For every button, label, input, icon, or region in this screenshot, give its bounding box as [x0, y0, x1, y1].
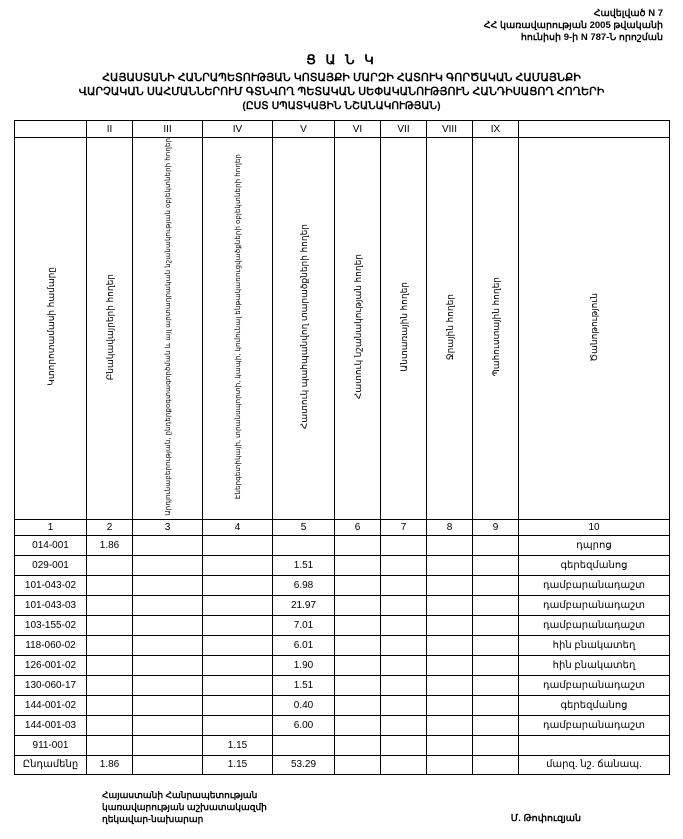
cell-note: դամբարանադաշտ [519, 595, 670, 615]
cell-reserve [473, 655, 519, 675]
group-header-cell-9: IX [473, 121, 519, 138]
cell-forest [381, 715, 427, 735]
total-special [335, 755, 381, 774]
cell-parcel-number: 118-060-02 [15, 635, 87, 655]
cell-settlement [87, 735, 133, 755]
cell-settlement [87, 675, 133, 695]
cell-parcel-number: 130-060-17 [15, 675, 87, 695]
table-row [15, 635, 670, 655]
cell-energy [203, 615, 273, 635]
column-number-4: 4 [203, 519, 273, 535]
title-line-2: ՎԱՐՉԱԿԱՆ ՍԱՀՄԱՆՆԵՐՈՒՄ ԳՏՆՎՈՂ ՊԵՏԱԿԱՆ ՍԵՓԱԿԱՆՈՒԹՅՈՒՆ ՀԱՆԴԻՍԱՑՈՂ ՀՈՂԵՐԻ [78, 86, 605, 98]
cell-water [427, 575, 473, 595]
column-header-water-lands [427, 138, 473, 520]
cell-forest [381, 695, 427, 715]
cell-protected: 6.98 [273, 575, 335, 595]
cell-forest [381, 535, 427, 555]
cell-reserve [473, 715, 519, 735]
cell-protected: 21.97 [273, 595, 335, 615]
cell-special [335, 595, 381, 615]
group-header-cell-10 [519, 121, 670, 138]
cell-note: դամբարանադաշտ [519, 675, 670, 695]
table-row [15, 735, 670, 755]
cell-note [519, 735, 670, 755]
cell-parcel-number: 029-001 [15, 555, 87, 575]
cell-reserve [473, 635, 519, 655]
cell-energy: 1.15 [203, 735, 273, 755]
cell-note: դամբարանադաշտ [519, 575, 670, 595]
cell-parcel-number: 101-043-02 [15, 575, 87, 595]
column-number-5: 5 [273, 519, 335, 535]
table-row [15, 535, 670, 555]
cell-protected [273, 735, 335, 755]
cell-reserve [473, 675, 519, 695]
cell-water [427, 535, 473, 555]
cell-energy [203, 595, 273, 615]
cell-note: դամբարանադաշտ [519, 615, 670, 635]
title-line-1: ՀԱՅԱՍՏԱՆԻ ՀԱՆՐԱՊԵՏՈՒԹՅԱՆ ԿՈՏԱՅՔԻ ՄԱՐԶԻ ՀԱՏՈՒԿ ԳՈՐԾԱԿԱՆ ՀԱՄԱՅՆՔԻ [102, 72, 581, 84]
column-header-settlement-lands [87, 138, 133, 520]
cell-reserve [473, 535, 519, 555]
cell-special [335, 675, 381, 695]
column-header-special-purpose-lands [335, 138, 381, 520]
cell-settlement [87, 555, 133, 575]
signatory-title-line-3: ղեկավար-նախարար [102, 813, 204, 824]
cell-water [427, 555, 473, 575]
cell-parcel-number: 014-001 [15, 535, 87, 555]
signatory-title-line-2: կառավարության աշխատակազմի [102, 801, 267, 812]
cell-water [427, 715, 473, 735]
group-header-cell-6: VI [335, 121, 381, 138]
cell-water [427, 735, 473, 755]
cell-forest [381, 675, 427, 695]
appendix-line-2: ՀՀ կառավարության 2005 թվականի [483, 20, 663, 31]
total-label: Ընդամենը [15, 755, 87, 774]
cell-note: հին բնակատեղ [519, 635, 670, 655]
cell-forest [381, 635, 427, 655]
cell-settlement [87, 655, 133, 675]
cell-note: գերեզմանոց [519, 555, 670, 575]
cell-special [335, 535, 381, 555]
total-protected: 53.29 [273, 755, 335, 774]
cell-reserve [473, 555, 519, 575]
column-number-8: 8 [427, 519, 473, 535]
column-header-forest-lands-label: Անտառային հողեր [398, 282, 409, 372]
column-header-parcel-number-label: Կտորոտամասի համարը [45, 267, 56, 387]
cell-protected [273, 535, 335, 555]
column-header-forest-lands [381, 138, 427, 520]
cell-water [427, 675, 473, 695]
cell-forest [381, 655, 427, 675]
group-header-cell-2: II [87, 121, 133, 138]
cell-special [335, 735, 381, 755]
cell-protected: 1.51 [273, 555, 335, 575]
column-number-2: 2 [87, 519, 133, 535]
cell-note: դպրոց [519, 535, 670, 555]
group-header-cell-4: IV [203, 121, 273, 138]
total-settlement: 1.86 [87, 755, 133, 774]
cell-water [427, 635, 473, 655]
cell-protected: 1.90 [273, 655, 335, 675]
table-row [15, 595, 670, 615]
cell-settlement [87, 695, 133, 715]
table-row [15, 675, 670, 695]
cell-special [335, 655, 381, 675]
document-title [14, 52, 669, 113]
column-number-7: 7 [381, 519, 427, 535]
cell-forest [381, 615, 427, 635]
cell-energy [203, 635, 273, 655]
cell-energy [203, 555, 273, 575]
table-row [15, 695, 670, 715]
cell-reserve [473, 695, 519, 715]
total-industry [133, 755, 203, 774]
cell-settlement: 1.86 [87, 535, 133, 555]
column-header-industry-lands-label: Արդյունաբերության, ընդերքօգտագործման և այլ արտադրական նշանակության օբյեկտների հողեր [162, 138, 172, 516]
column-header-reserve-lands-label: Պահուստային հողեր [490, 277, 501, 377]
cell-note: գերեզմանոց [519, 695, 670, 715]
column-header-protected-areas-lands [273, 138, 335, 520]
table-total-row [15, 755, 670, 774]
cell-reserve [473, 595, 519, 615]
cell-settlement [87, 635, 133, 655]
cell-industry [133, 735, 203, 755]
cell-industry [133, 575, 203, 595]
cell-note: հին բնակատեղ [519, 655, 670, 675]
cell-protected: 6.01 [273, 635, 335, 655]
cell-energy [203, 695, 273, 715]
cell-industry [133, 555, 203, 575]
cell-protected: 1.51 [273, 675, 335, 695]
cell-energy [203, 715, 273, 735]
column-number-6: 6 [335, 519, 381, 535]
cell-parcel-number: 103-155-02 [15, 615, 87, 635]
cell-energy [203, 655, 273, 675]
group-header-cell-3: III [133, 121, 203, 138]
signatory-title [102, 789, 267, 825]
cell-water [427, 615, 473, 635]
cell-reserve [473, 615, 519, 635]
cell-industry [133, 635, 203, 655]
column-number-3: 3 [133, 519, 203, 535]
cell-industry [133, 715, 203, 735]
column-header-notes-label: Ծանոթություն [589, 292, 599, 362]
cell-protected: 6.00 [273, 715, 335, 735]
cell-settlement [87, 595, 133, 615]
cell-settlement [87, 575, 133, 595]
table-row [15, 655, 670, 675]
cell-special [335, 715, 381, 735]
cell-parcel-number: 144-001-03 [15, 715, 87, 735]
table-row [15, 615, 670, 635]
cell-settlement [87, 615, 133, 635]
cell-forest [381, 735, 427, 755]
column-header-special-purpose-lands-label: Հատուկ նշանակության հողեր [352, 254, 363, 400]
table-header-row [15, 138, 670, 520]
title-tank: Ց Ա Ն Կ [306, 52, 377, 67]
table-group-header-row [15, 121, 670, 138]
column-header-energy-transport-lands [203, 138, 273, 520]
table-column-number-row [15, 519, 670, 535]
cell-special [335, 695, 381, 715]
cell-note: դամբարանադաշտ [519, 715, 670, 735]
cell-water [427, 695, 473, 715]
cell-industry [133, 695, 203, 715]
cell-industry [133, 615, 203, 635]
title-line-3: (ԸՍՏ ՍՊԱՏԿԱՅԻՆ ՆՇԱՆԱԿՈՒԹՅԱՆ) [242, 100, 441, 112]
table-row [15, 575, 670, 595]
cell-industry [133, 535, 203, 555]
appendix-line-1: Հավելված N 7 [593, 8, 663, 19]
column-header-parcel-number [15, 138, 87, 520]
cell-parcel-number: 101-043-03 [15, 595, 87, 615]
cell-settlement [87, 715, 133, 735]
cell-forest [381, 555, 427, 575]
total-water [427, 755, 473, 774]
column-header-protected-areas-lands-label: Հատուկ պահպանվող տարածքների հողեր [298, 224, 309, 430]
cell-industry [133, 675, 203, 695]
column-header-energy-transport-lands-label: Էներգետիկայի, տրանսպորտի, կապի, կոմունալ ենթակառուցվածքների օբյեկտների հողեր [232, 154, 242, 500]
column-header-reserve-lands [473, 138, 519, 520]
cell-energy [203, 675, 273, 695]
total-energy: 1.15 [203, 755, 273, 774]
column-number-9: 9 [473, 519, 519, 535]
signatory-name: Մ. Թոփուզյան [510, 812, 581, 824]
cell-forest [381, 575, 427, 595]
cell-protected: 0.40 [273, 695, 335, 715]
cell-reserve [473, 575, 519, 595]
cell-special [335, 635, 381, 655]
group-header-cell-5: V [273, 121, 335, 138]
column-header-industry-lands [133, 138, 203, 520]
cell-industry [133, 595, 203, 615]
cell-energy [203, 535, 273, 555]
cell-special [335, 555, 381, 575]
cell-parcel-number: 144-001-02 [15, 695, 87, 715]
group-header-cell-7: VII [381, 121, 427, 138]
column-number-10: 10 [519, 519, 670, 535]
appendix-reference [14, 8, 663, 44]
total-forest [381, 755, 427, 774]
column-header-notes [519, 138, 670, 520]
cell-parcel-number: 911-001 [15, 735, 87, 755]
signatory-title-line-1: Հայաստանի Հանրապետության [102, 789, 258, 800]
cell-water [427, 595, 473, 615]
group-header-cell-8: VIII [427, 121, 473, 138]
table-row [15, 555, 670, 575]
land-table [14, 120, 670, 775]
cell-special [335, 615, 381, 635]
column-header-water-lands-label: Ջրային հողեր [444, 293, 455, 360]
column-number-1: 1 [15, 519, 87, 535]
total-reserve [473, 755, 519, 774]
cell-parcel-number: 126-001-02 [15, 655, 87, 675]
cell-forest [381, 595, 427, 615]
appendix-line-3: հունիսի 9-ի N 787-Ն որոշման [520, 32, 663, 43]
table-row [15, 715, 670, 735]
group-header-cell-1 [15, 121, 87, 138]
cell-energy [203, 575, 273, 595]
cell-protected: 7.01 [273, 615, 335, 635]
total-note: մարզ. նշ. ճանապ. [519, 755, 670, 774]
column-header-settlement-lands-label: Բնակավայրերի հողեր [104, 273, 115, 380]
cell-industry [133, 655, 203, 675]
cell-water [427, 655, 473, 675]
cell-reserve [473, 735, 519, 755]
cell-special [335, 575, 381, 595]
document-footer [14, 789, 669, 839]
